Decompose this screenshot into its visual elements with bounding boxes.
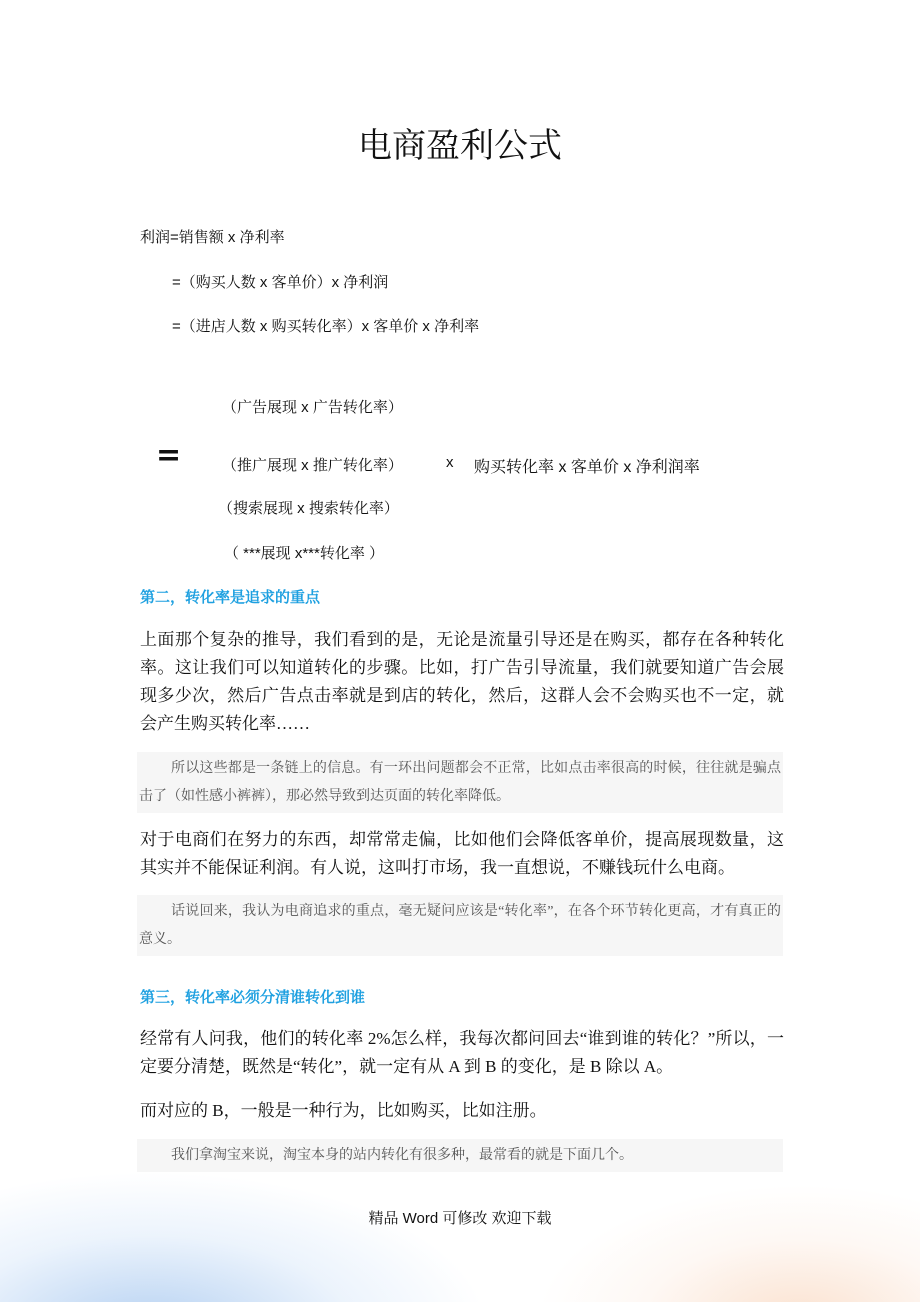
formula-equals: = xyxy=(156,438,182,473)
paragraph: 经常有人问我，他们的转化率 2%怎么样，我每次都问回去“谁到谁的转化？”所以，一定要分清楚，既然是“转化”，就一定有从 A 到 B 的变化，是 B 除以 A。 xyxy=(140,1029,784,1076)
quote-block: 所以这些都是一条链上的信息。有一环出问题都会不正常，比如点击率很高的时候，往往就是骗点击了（如性感小裤裤），那必然导致到达页面的转化率降低。 xyxy=(137,752,783,813)
page-title: 电商盈利公式 xyxy=(358,127,562,165)
formula-promo: （推广展现 x 推广转化率） xyxy=(222,457,403,474)
formula-rest: 购买转化率 x 客单价 x 净利润率 xyxy=(474,459,700,476)
quote-block: 话说回来，我认为电商追求的重点，毫无疑问应该是“转化率”，在各个环节转化更高，才有真正的意义。 xyxy=(137,895,783,956)
formula-line-2: =（购买人数 x 客单价）x 净利润 xyxy=(172,274,389,291)
formula-times: x xyxy=(446,454,454,471)
formula-search: （搜索展现 x 搜索转化率） xyxy=(218,500,399,517)
formula-ad: （广告展现 x 广告转化率） xyxy=(222,399,403,416)
paragraph: 上面那个复杂的推导，我们看到的是，无论是流量引导还是在购买，都存在各种转化率。这让我们可以知道转化的步骤。比如，打广告引导流量，我们就要知道广告会展现多少次，然后广告点击率就是到店的转化，然后，这群人会不会购买也不一定，就会产生购买转化率…… xyxy=(140,630,784,733)
footer-text: 精品 Word 可修改 欢迎下载 xyxy=(368,1210,552,1227)
section-heading: 第二，转化率是追求的重点 xyxy=(140,590,321,606)
quote-block: 我们拿淘宝来说，淘宝本身的站内转化有很多种，最常看的就是下面几个。 xyxy=(137,1139,783,1172)
formula-line-3: =（进店人数 x 购买转化率）x 客单价 x 净利率 xyxy=(172,318,480,335)
formula-line-1: 利润=销售额 x 净利率 xyxy=(140,229,285,246)
paragraph: 而对应的 B，一般是一种行为，比如购买，比如注册。 xyxy=(140,1101,547,1120)
paragraph: 对于电商们在努力的东西，却常常走偏，比如他们会降低客单价，提高展现数量，这其实并不能保证利润。有人说，这叫打市场，我一直想说，不赚钱玩什么电商。 xyxy=(140,830,784,877)
section-heading: 第三，转化率必须分清谁转化到谁 xyxy=(140,990,366,1006)
formula-other: （ ***展现 x***转化率 ） xyxy=(224,545,385,562)
